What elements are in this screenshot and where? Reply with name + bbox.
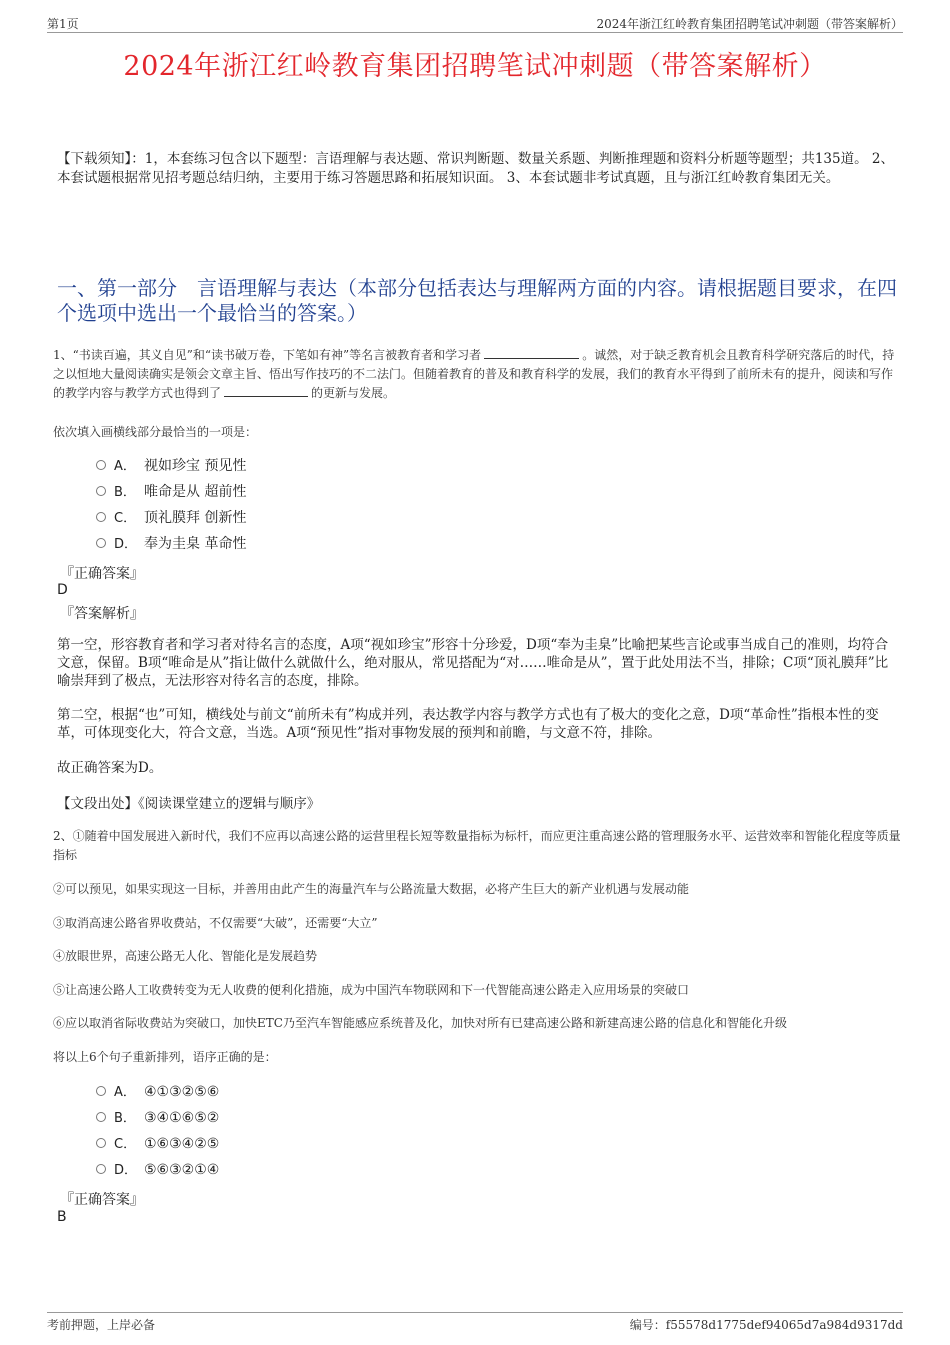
page-header xyxy=(47,14,903,33)
page-number: 第1页 xyxy=(47,17,79,31)
footer-slogan: 考前押题，上岸必备 xyxy=(47,1318,156,1332)
option-1c[interactable]: C． 顶礼膜拜 创新性 xyxy=(96,508,246,528)
radio-icon[interactable] xyxy=(96,1086,106,1096)
analysis-label-1: 『答案解析』 xyxy=(60,606,144,622)
answer-label-2: 『正确答案』 xyxy=(60,1192,144,1208)
question-2-sentence-3: ③取消高速公路省界收费站，不仅需要“大破”，还需要“大立” xyxy=(53,916,378,930)
radio-icon[interactable] xyxy=(96,538,106,548)
analysis-paragraph-1: 第一空，形容教育者和学习者对待名言的态度，A项“视如珍宝”形容十分珍爱，D项“奉为圭臬”比喻把某些言论或事当成自己的准则，均符合文意，保留。B项“唯命是从”指让做什么就做什么，绝对服从，常见搭配为“对……唯命是从”，置于此处用法不当，排除；C项“顶礼膜拜”比喻崇拜到了极点，无法形容对待名言的态度，排除。 xyxy=(57,637,889,689)
question-1-text-b: 。诚然，对于缺乏教育机会且教育科学研究落后的时代，持之以恒地大量阅读确实是领会文章主旨、悟出写作技巧的不二法门。但随着教育的普及和教育科学的发展，我们的教育水平得到了前所未有的提升，阅读和写作的教学内容与教学方式也得到了 xyxy=(53,348,895,400)
question-2-prompt: 将以上6个句子重新排列，语序正确的是： xyxy=(53,1050,277,1064)
option-2b[interactable]: B． ③④①⑥⑤② xyxy=(96,1108,219,1128)
radio-icon[interactable] xyxy=(96,1164,106,1174)
page-footer xyxy=(47,1312,903,1331)
option-1b[interactable]: B． 唯命是从 超前性 xyxy=(96,482,246,502)
option-2d[interactable]: D． ⑤⑥③②①④ xyxy=(96,1160,219,1180)
fill-blank-1 xyxy=(484,346,579,359)
question-1-text-c: 的更新与发展。 xyxy=(311,386,396,400)
radio-icon[interactable] xyxy=(96,1112,106,1122)
document-title: 2024年浙江红岭教育集团招聘笔试冲刺题（带答案解析） xyxy=(123,51,827,82)
question-2-sentence-4: ④放眼世界，高速公路无人化、智能化是发展趋势 xyxy=(53,949,318,963)
option-2c[interactable]: C． ①⑥③④②⑤ xyxy=(96,1134,219,1154)
answer-label-1: 『正确答案』 xyxy=(60,566,144,582)
question-1-text-a: 1、“书读百遍，其义自见”和“读书破万卷，下笔如有神”等名言被教育者和学习者 xyxy=(53,348,482,362)
footer-serial: 编号：f55578d1775def94065d7a984d9317dd xyxy=(629,1318,903,1332)
radio-icon[interactable] xyxy=(96,486,106,496)
radio-icon[interactable] xyxy=(96,512,106,522)
question-2-sentence-5: ⑤让高速公路人工收费转变为无人收费的便利化措施，成为中国汽车物联网和下一代智能高速公路走入应用场景的突破口 xyxy=(53,983,690,997)
download-notice: 【下载须知】：1，本套练习包含以下题型：言语理解与表达题、常识判断题、数量关系题、判断推理题和资料分析题等题型；共135道。 2、本套试题根据常见招考题总结归纳，主要用于练习答题思路和拓展知识面。 3、本套试题非考试真题，且与浙江红岭教育集团无关。 xyxy=(57,151,894,186)
question-2-sentence-2: ②可以预见，如果实现这一目标，并善用由此产生的海量汽车与公路流量大数据，必将产生巨大的新产业机遇与发展动能 xyxy=(53,882,690,896)
answer-2: B xyxy=(57,1209,67,1225)
section-heading: 一、第一部分 言语理解与表达（本部分包括表达与理解两方面的内容。请根据题目要求，在四个选项中选出一个最恰当的答案。） xyxy=(57,276,897,325)
header-doc-title: 2024年浙江红岭教育集团招聘笔试冲刺题（带答案解析） xyxy=(596,17,903,31)
option-1d[interactable]: D． 奉为圭臬 革命性 xyxy=(96,534,246,554)
answer-1: D xyxy=(57,582,68,598)
question-2-sentence-6: ⑥应以取消省际收费站为突破口，加快ETC乃至汽车智能感应系统普及化，加快对所有已建高速公路和新建高速公路的信息化和智能化升级 xyxy=(53,1016,787,1030)
radio-icon[interactable] xyxy=(96,1138,106,1148)
radio-icon[interactable] xyxy=(96,460,106,470)
question-2-sentence-1: 2、①随着中国发展进入新时代，我们不应再以高速公路的运营里程长短等数量指标为标杆，而应更注重高速公路的管理服务水平、运营效率和智能化程度等质量指标 xyxy=(53,829,901,862)
analysis-paragraph-2: 第二空，根据“也”可知，横线处与前文“前所未有”构成并列，表达教学内容与教学方式也有了极大的变化之意，D项“革命性”指根本性的变革，可体现变化大，符合文意，当选。A项“预见性”指对事物发展的预判和前瞻，与文意不符，排除。 xyxy=(57,707,879,741)
passage-source: 【文段出处】《阅读课堂建立的逻辑与顺序》 xyxy=(57,796,321,812)
fill-blank-2 xyxy=(224,384,308,397)
option-2a[interactable]: A． ④①③②⑤⑥ xyxy=(96,1082,219,1102)
question-1-stem xyxy=(53,346,903,403)
option-1a[interactable]: A． 视如珍宝 预见性 xyxy=(96,456,246,476)
question-1-prompt: 依次填入画横线部分最恰当的一项是： xyxy=(53,425,258,439)
analysis-conclusion: 故正确答案为D。 xyxy=(57,760,163,776)
